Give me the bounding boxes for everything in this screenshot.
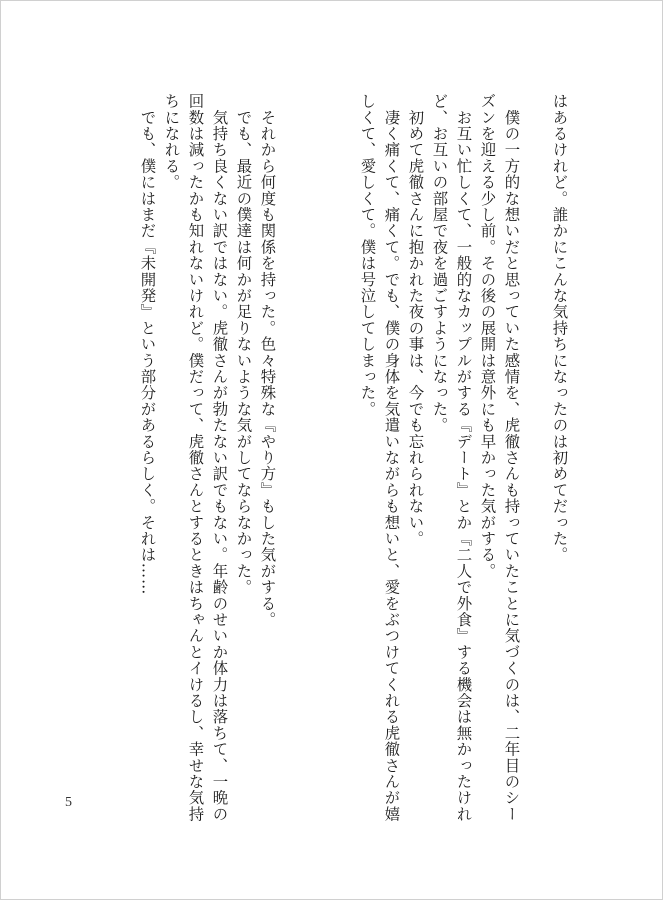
page-number: 5 — [65, 795, 72, 810]
text-line: でも、僕にはまだ『未開発』という部分があるらしく。それは…… — [138, 93, 157, 596]
text-line: 気持ち良くない訳ではない。虎徹さんが勃たない訳でもない。年齢のせいか体力は落ちて、一晩の — [210, 93, 229, 822]
text-line: 回数は減ったかも知れないけれど。僕だって、虎徹さんとするときはちゃんとイけるし、幸せな気持 — [186, 93, 205, 822]
text-line: 初めて虎徹さんに抱かれた夜の事は、今でも忘れられない。 — [406, 93, 425, 547]
text-line: お互い忙しくて、一般的なカップルがする『デート』とか『二人で外食』する機会は無かったけれ — [454, 93, 473, 822]
text-line: はあるけれど。誰かにこんな気持ちになったのは初めてだった。 — [550, 93, 569, 563]
text-line: しくて、愛しくて。僕は号泣してしまった。 — [358, 93, 377, 417]
text-line: 僕の一方的な想いだと思っていた感情を、虎徹さんも持っていたことに気づくのは、二年目のシー — [502, 93, 521, 822]
text-line: でも、最近の僕達は何かが足りないような気がしてならなかった。 — [234, 93, 253, 596]
text-line: 凄く痛くて、痛くて。でも、僕の身体を気遣いながらも想いと、愛をぶつけてくれる虎徹さんが嬉 — [382, 93, 401, 822]
text-line: ちになれる。 — [162, 93, 181, 191]
text-line: ズンを迎える少し前。その後の展開は意外にも早かった気がする。 — [478, 93, 497, 579]
text-line: それから何度も関係を持った。色々特殊な『やり方』もした気がする。 — [258, 93, 277, 628]
text-line: ど、お互いの部屋で夜を過ごすようになった。 — [430, 93, 449, 434]
